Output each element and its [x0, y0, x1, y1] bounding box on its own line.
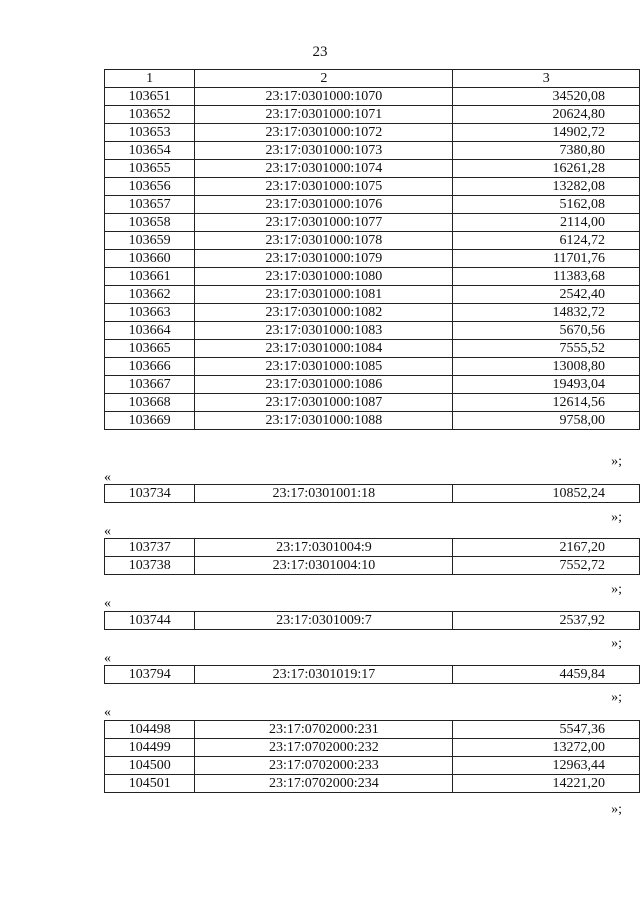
value-cell: 7380,80 — [453, 142, 640, 160]
table-row — [105, 358, 640, 376]
table-row — [105, 340, 640, 358]
cadastral-number: 23:17:0301000:1078 — [195, 232, 453, 250]
parcel-table-3 — [104, 538, 640, 575]
record-number: 103659 — [105, 232, 195, 250]
value-cell: 11701,76 — [453, 250, 640, 268]
record-number: 103667 — [105, 376, 195, 394]
table-row — [105, 124, 640, 142]
table-row — [105, 376, 640, 394]
record-number: 103661 — [105, 268, 195, 286]
parcel-table-4 — [104, 611, 640, 630]
parcel-table-6 — [104, 720, 640, 793]
record-number: 103666 — [105, 358, 195, 376]
closing-quote: »; — [611, 802, 622, 817]
cadastral-number: 23:17:0301019:17 — [195, 666, 453, 684]
value-cell: 19493,04 — [453, 376, 640, 394]
value-cell: 2114,00 — [453, 214, 640, 232]
opening-quote: « — [104, 651, 111, 666]
table-row — [105, 106, 640, 124]
cadastral-number: 23:17:0301000:1079 — [195, 250, 453, 268]
closing-quote: »; — [611, 690, 622, 705]
value-cell: 6124,72 — [453, 232, 640, 250]
record-number: 103653 — [105, 124, 195, 142]
cadastral-number: 23:17:0301000:1083 — [195, 322, 453, 340]
value-cell: 34520,08 — [453, 88, 640, 106]
record-number: 104500 — [105, 757, 195, 775]
table-row — [105, 539, 640, 557]
value-cell: 13008,80 — [453, 358, 640, 376]
cadastral-number: 23:17:0301004:10 — [195, 557, 453, 575]
value-cell: 5670,56 — [453, 322, 640, 340]
table-header-row — [105, 70, 640, 88]
closing-quote: »; — [611, 510, 622, 525]
parcel-table-5 — [104, 665, 640, 684]
value-cell: 2542,40 — [453, 286, 640, 304]
record-number: 103664 — [105, 322, 195, 340]
table-row — [105, 88, 640, 106]
table-row — [105, 739, 640, 757]
record-number: 104499 — [105, 739, 195, 757]
record-number: 103657 — [105, 196, 195, 214]
record-number: 103744 — [105, 612, 195, 630]
table-row — [105, 612, 640, 630]
cadastral-number: 23:17:0702000:233 — [195, 757, 453, 775]
record-number: 103668 — [105, 394, 195, 412]
table-row — [105, 304, 640, 322]
cadastral-number: 23:17:0702000:234 — [195, 775, 453, 793]
parcel-table-1 — [104, 69, 640, 430]
cadastral-number: 23:17:0301000:1072 — [195, 124, 453, 142]
table-row — [105, 286, 640, 304]
record-number: 104501 — [105, 775, 195, 793]
record-number: 103652 — [105, 106, 195, 124]
cadastral-number: 23:17:0301000:1075 — [195, 178, 453, 196]
cadastral-number: 23:17:0301000:1088 — [195, 412, 453, 430]
record-number: 103737 — [105, 539, 195, 557]
table-row — [105, 178, 640, 196]
record-number: 103655 — [105, 160, 195, 178]
opening-quote: « — [104, 524, 111, 539]
cadastral-number: 23:17:0301009:7 — [195, 612, 453, 630]
value-cell: 2167,20 — [453, 539, 640, 557]
record-number: 103734 — [105, 485, 195, 503]
cadastral-number: 23:17:0702000:231 — [195, 721, 453, 739]
cadastral-number: 23:17:0301000:1087 — [195, 394, 453, 412]
record-number: 103663 — [105, 304, 195, 322]
value-cell: 5547,36 — [453, 721, 640, 739]
cadastral-number: 23:17:0301000:1084 — [195, 340, 453, 358]
table-row — [105, 268, 640, 286]
page-number: 23 — [312, 44, 328, 60]
record-number: 103651 — [105, 88, 195, 106]
record-number: 103662 — [105, 286, 195, 304]
record-number: 104498 — [105, 721, 195, 739]
record-number: 103656 — [105, 178, 195, 196]
cadastral-number: 23:17:0301000:1074 — [195, 160, 453, 178]
table-row — [105, 394, 640, 412]
cadastral-number: 23:17:0301000:1082 — [195, 304, 453, 322]
table-row — [105, 142, 640, 160]
table-row — [105, 485, 640, 503]
cadastral-number: 23:17:0301000:1070 — [195, 88, 453, 106]
column-header-1: 1 — [105, 70, 195, 88]
table-row — [105, 214, 640, 232]
value-cell: 13272,00 — [453, 739, 640, 757]
cadastral-number: 23:17:0702000:232 — [195, 739, 453, 757]
parcel-table-2 — [104, 484, 640, 503]
cadastral-number: 23:17:0301000:1076 — [195, 196, 453, 214]
table-row — [105, 757, 640, 775]
record-number: 103654 — [105, 142, 195, 160]
table-row — [105, 557, 640, 575]
table-row — [105, 412, 640, 430]
value-cell: 2537,92 — [453, 612, 640, 630]
closing-quote: »; — [611, 454, 622, 469]
value-cell: 14221,20 — [453, 775, 640, 793]
record-number: 103738 — [105, 557, 195, 575]
record-number: 103660 — [105, 250, 195, 268]
closing-quote: »; — [611, 582, 622, 597]
table-row — [105, 721, 640, 739]
record-number: 103665 — [105, 340, 195, 358]
value-cell: 9758,00 — [453, 412, 640, 430]
cadastral-number: 23:17:0301000:1085 — [195, 358, 453, 376]
value-cell: 12614,56 — [453, 394, 640, 412]
cadastral-number: 23:17:0301001:18 — [195, 485, 453, 503]
opening-quote: « — [104, 596, 111, 611]
table-row — [105, 775, 640, 793]
opening-quote: « — [104, 705, 111, 720]
cadastral-number: 23:17:0301004:9 — [195, 539, 453, 557]
value-cell: 7552,72 — [453, 557, 640, 575]
record-number: 103658 — [105, 214, 195, 232]
value-cell: 13282,08 — [453, 178, 640, 196]
value-cell: 7555,52 — [453, 340, 640, 358]
cadastral-number: 23:17:0301000:1080 — [195, 268, 453, 286]
cadastral-number: 23:17:0301000:1071 — [195, 106, 453, 124]
value-cell: 14902,72 — [453, 124, 640, 142]
table-row — [105, 196, 640, 214]
column-header-3: 3 — [453, 70, 640, 88]
record-number: 103669 — [105, 412, 195, 430]
table-row — [105, 322, 640, 340]
table-row — [105, 250, 640, 268]
value-cell: 11383,68 — [453, 268, 640, 286]
cadastral-number: 23:17:0301000:1077 — [195, 214, 453, 232]
value-cell: 10852,24 — [453, 485, 640, 503]
value-cell: 20624,80 — [453, 106, 640, 124]
table-row — [105, 160, 640, 178]
closing-quote: »; — [611, 636, 622, 651]
value-cell: 14832,72 — [453, 304, 640, 322]
value-cell: 4459,84 — [453, 666, 640, 684]
cadastral-number: 23:17:0301000:1081 — [195, 286, 453, 304]
record-number: 103794 — [105, 666, 195, 684]
value-cell: 5162,08 — [453, 196, 640, 214]
table-row — [105, 232, 640, 250]
opening-quote: « — [104, 470, 111, 485]
column-header-2: 2 — [195, 70, 453, 88]
value-cell: 16261,28 — [453, 160, 640, 178]
table-row — [105, 666, 640, 684]
value-cell: 12963,44 — [453, 757, 640, 775]
cadastral-number: 23:17:0301000:1086 — [195, 376, 453, 394]
cadastral-number: 23:17:0301000:1073 — [195, 142, 453, 160]
